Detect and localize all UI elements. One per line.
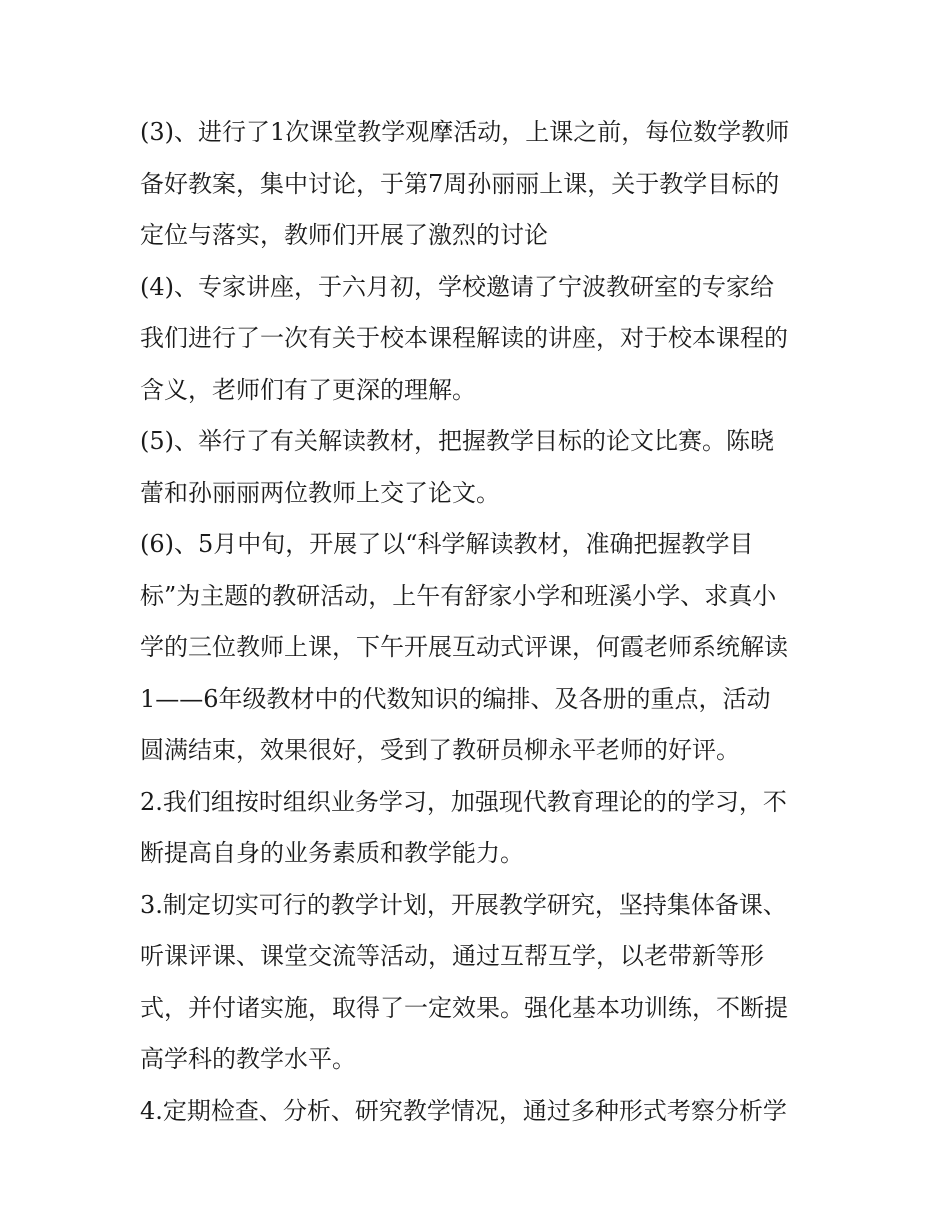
text-line: 我们进行了一次有关于校本课程解读的讲座，对于校本课程的 — [140, 324, 788, 352]
text-line: 含义，老师们有了更深的理解。 — [140, 375, 476, 404]
text-line: 高学科的教学水平。 — [140, 1045, 356, 1073]
text-line: 标”为主题的教研活动，上午有舒家小学和班溪小学、求真小 — [140, 581, 777, 610]
text-line: 断提高自身的业务素质和教学能力。 — [140, 839, 524, 867]
text-line: 学的三位教师上课，下午开展互动式评课，何霞老师系统解读 — [140, 633, 788, 661]
text-line: 蕾和孙丽丽两位教师上交了论文。 — [140, 478, 500, 507]
text-line: 定位与落实，教师们开展了激烈的讨论 — [140, 221, 548, 249]
text-line: 备好教案，集中讨论，于第7周孙丽丽上课，关于教学目标的 — [140, 169, 780, 198]
text-line: (6)、5月中旬，开展了以“科学解读教材，准确把握教学目 — [140, 530, 754, 558]
text-line: 4.定期检查、分析、研究教学情况，通过多种形式考察分析学 — [140, 1096, 787, 1125]
text-line: 2.我们组按时组织业务学习，加强现代教育理论的的学习，不 — [140, 787, 787, 816]
text-line: 听课评课、课堂交流等活动，通过互帮互学，以老带新等形 — [140, 942, 764, 970]
text-line: (4)、专家讲座，于六月初，学校邀请了宁波教研室的专家给 — [140, 272, 774, 301]
document-body — [140, 107, 820, 1137]
text-line: (3)、进行了1次课堂教学观摩活动，上课之前，每位数学教师 — [140, 118, 790, 146]
text-line: 圆满结束，效果很好，受到了教研员柳永平老师的好评。 — [140, 736, 740, 764]
text-line: 3.制定切实可行的教学计划，开展教学研究，坚持集体备课、 — [140, 890, 787, 919]
text-line: 式，并付诸实施，取得了一定效果。强化基本功训练，不断提 — [140, 993, 788, 1022]
text-line: (5)、举行了有关解读教材，把握教学目标的论文比赛。陈晓 — [140, 427, 774, 455]
text-line: 1——6年级教材中的代数知识的编排、及各册的重点，活动 — [140, 684, 771, 713]
